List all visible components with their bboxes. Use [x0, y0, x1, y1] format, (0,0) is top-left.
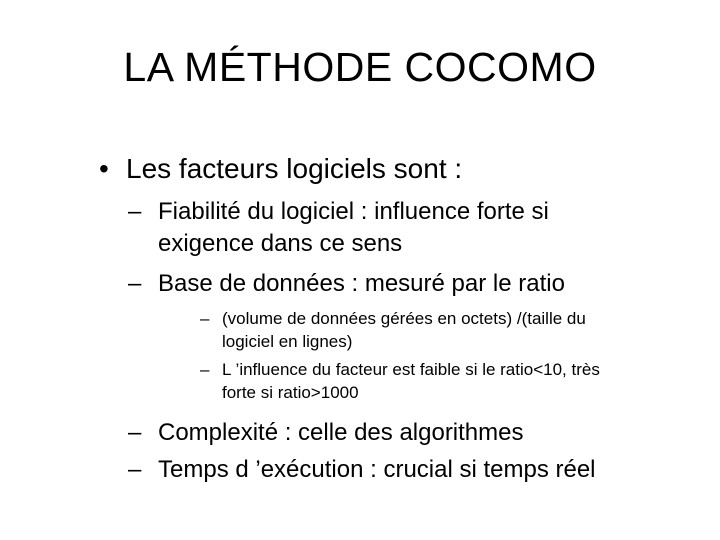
subitem-influence-line2: forte si ratio>1000 [222, 383, 359, 402]
subitem-influence-line1: L ’influence du facteur est faible si le ratio<10, très [222, 360, 600, 379]
dash-marker: – [128, 270, 142, 297]
item-fiabilite-line1: Fiabilité du logiciel : influence forte si [158, 198, 549, 225]
dash-marker: – [200, 309, 210, 328]
subitem-ratio-line2: logiciel en lignes) [222, 332, 353, 351]
dash-marker: – [128, 419, 142, 446]
bullet-marker: • [99, 153, 109, 184]
dash-marker: – [128, 198, 142, 225]
subitem-ratio-line1: (volume de données gérées en octets) /(taille du [222, 309, 586, 328]
item-fiabilite-line2: exigence dans ce sens [158, 230, 403, 257]
item-temps: Temps d ’exécution : crucial si temps réel [158, 456, 596, 483]
main-point: Les facteurs logiciels sont : [126, 153, 463, 184]
dash-marker: – [128, 456, 142, 483]
item-base-donnees: Base de données : mesuré par le ratio [158, 270, 565, 297]
dash-marker: – [200, 360, 210, 379]
slide-title: LA MÉTHODE COCOMO [123, 44, 597, 90]
item-complexite: Complexité : celle des algorithmes [158, 419, 524, 446]
